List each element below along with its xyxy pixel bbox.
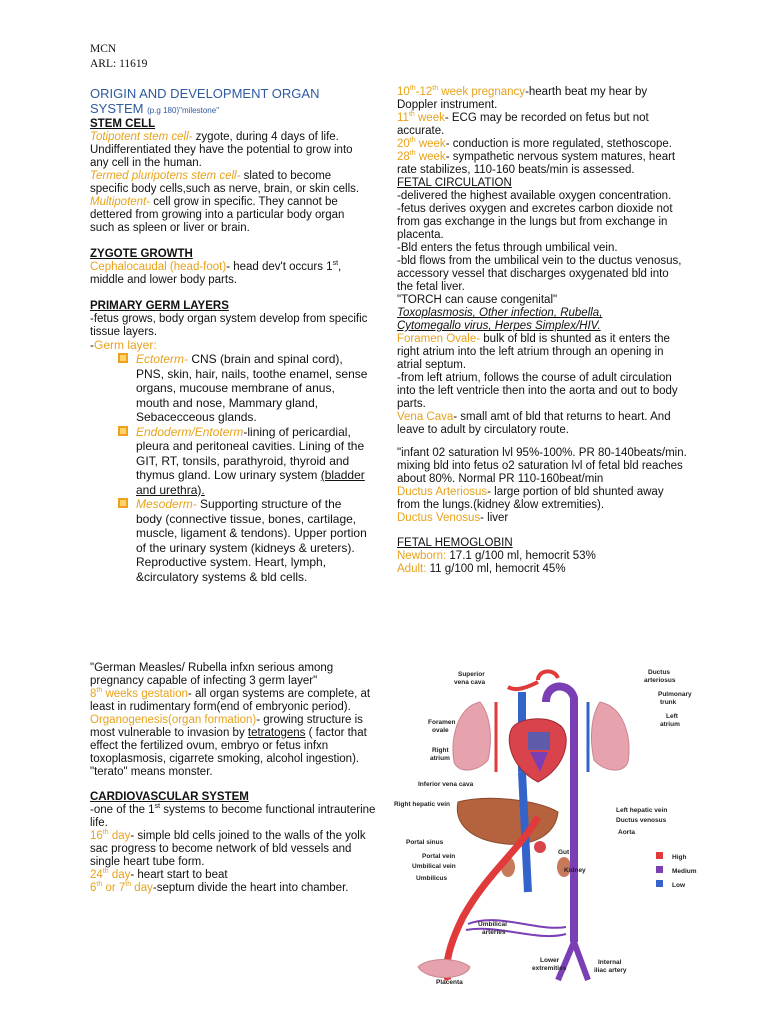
zygote-heading: ZYGOTE GROWTH bbox=[90, 248, 193, 260]
diagram-label: trunk bbox=[660, 699, 677, 706]
diagram-label: Lower bbox=[540, 957, 560, 964]
course-code: MCN bbox=[90, 43, 117, 55]
diagram-label: Right hepatic vein bbox=[394, 801, 450, 808]
fetal-circulation-diagram bbox=[388, 662, 708, 987]
right-leg-artery bbox=[558, 942, 574, 980]
foramen-ovale: Foramen Ovale- bulk of bld is shunted as it enters the right atrium into the left atrium through an opening in atrial septum. bbox=[397, 333, 670, 371]
diagram-label: Umbilicus bbox=[416, 875, 448, 882]
torch-list-1: Toxoplasmosis, Other infection, Rubella, bbox=[397, 307, 603, 319]
left-column-lower bbox=[90, 662, 376, 895]
rubella-quote: "German Measles/ Rubella infxn serious among pregnancy capable of infecting 3 germ layer" bbox=[90, 662, 334, 687]
zygote-text: Cephalocaudal (head-foot)- head dev't occurs 1st, middle and lower body parts. bbox=[90, 260, 342, 286]
week-11: 11th week- ECG may be recorded on fetus but not accurate. bbox=[397, 111, 649, 137]
diagram-label: ovale bbox=[432, 727, 449, 734]
title-note: (p.g 180)"milestone" bbox=[147, 106, 220, 115]
adult-hemoglobin: Adult: 11 g/100 ml, hemocrit 45% bbox=[397, 563, 566, 575]
aortic-arch bbox=[538, 671, 558, 680]
diagram-label: extremities bbox=[532, 965, 567, 972]
germ-intro: -fetus grows, body organ system develop from specific tissue layers. bbox=[90, 313, 368, 338]
diagram-label: arteriosus bbox=[644, 677, 676, 684]
diagram-label: atrium bbox=[430, 755, 450, 762]
list-item: Mesoderm- Supporting structure of the body (connective tissue, bones, cartilage, muscle, ligament & tendons). Upper portion of the urinary system (kidneys & ureters). Reproductive system. Heart, lymph, &circulatory systems & bld cells. bbox=[136, 497, 368, 584]
diagram-label: Portal vein bbox=[422, 853, 456, 860]
diagram-label: arteries bbox=[482, 929, 506, 936]
stem-cell-heading: STEM CELL bbox=[90, 118, 156, 130]
diagram-label: Foramen bbox=[428, 719, 456, 726]
left-lung bbox=[592, 702, 629, 770]
list-item: Endoderm/Entoterm-lining of pericardial, pleura and peritoneal cavities. Lining of the GIT, RT, tonsils, parathyroid, thyroid and thymus gland. Low urinary system (bladder and urethra). bbox=[136, 425, 368, 498]
fetal-circ-2: -fetus derives oxygen and excretes carbon dioxide not from gas exchange in the lungs but from exchange in placenta. bbox=[397, 203, 673, 241]
page-title: ORIGIN AND DEVELOPMENT ORGAN bbox=[90, 86, 320, 101]
fetal-circ-3: -Bld enters the fetus through umbilical vein. bbox=[397, 242, 618, 254]
diagram-label: Aorta bbox=[618, 829, 635, 836]
vena-cava: Vena Cava- small amt of bld that returns to heart. And leave to adult by circulatory route. bbox=[397, 411, 671, 436]
arl-number: ARL: 11619 bbox=[90, 58, 148, 70]
left-column bbox=[90, 86, 368, 584]
diagram-label: High bbox=[672, 854, 687, 861]
diagram-label: Right bbox=[432, 747, 449, 754]
ductus-arteriosus: Ductus Arteriosus- large portion of bld shunted away from the lungs.(kidney &low extremities). bbox=[397, 486, 664, 511]
right-column bbox=[397, 86, 687, 576]
stem-pluripotent: Termed pluripotens stem cell- slated to become specific body cells,such as nerve, brain, or skin cells. bbox=[90, 170, 360, 195]
week-20: 20th week- conduction is more regulated, stethoscope. bbox=[397, 137, 672, 150]
diagram-label: Inferior vena cava bbox=[418, 781, 474, 788]
left-leg-artery bbox=[574, 942, 588, 980]
gestation-8-weeks: 8th weeks gestation- all organ systems are complete, at least in rudimentary form(end of embryonic period). bbox=[90, 687, 371, 713]
diagram-label: Pulmonary bbox=[658, 691, 692, 698]
head-artery bbox=[508, 682, 538, 689]
fetal-circ-4: -bld flows from the umbilical vein to the ductus venosus, accessory vessel that discharges oxygenated bld into the fetal liver. bbox=[397, 255, 682, 293]
diagram-label: iliac artery bbox=[594, 967, 627, 974]
bullet-icon bbox=[118, 498, 128, 508]
diagram-label: Kidney bbox=[564, 867, 586, 874]
week-28: 28th week- sympathetic nervous system matures, heart rate stabilizes, 110-160 beats/min is assessed. bbox=[397, 150, 676, 176]
diagram-label: Ductus venosus bbox=[616, 817, 667, 824]
organogenesis: Organogenesis(organ formation)- growing structure is most vulnerable to invasion by tetratogens ( factor that effect the fertilized ovum, embryo or fetus infxn toxoplasmosis, cigarrete smoking, alcohol ingestion). bbox=[90, 714, 367, 765]
bullet-icon bbox=[118, 426, 128, 436]
germ-layer-label: -Germ layer: bbox=[90, 338, 157, 352]
fetal-circ-1: -delivered the highest available oxygen concentration. bbox=[397, 190, 672, 202]
day-6-7: 6th or 7th day-septum divide the heart into chamber. bbox=[90, 881, 349, 894]
diagram-label: Umbilical bbox=[478, 921, 507, 928]
heart bbox=[509, 719, 566, 782]
fetal-circ-5: -from left atrium, follows the course of adult circulation into the left ventricle then into the aorta and out to body parts. bbox=[397, 372, 678, 410]
diagram-label: Ductus bbox=[648, 669, 671, 676]
newborn-hemoglobin: Newborn: 17.1 g/100 ml, hemocrit 53% bbox=[397, 550, 596, 562]
diagram-label: Medium bbox=[672, 868, 697, 875]
germ-layer-list bbox=[90, 352, 368, 584]
diagram-label: vena cava bbox=[454, 679, 486, 686]
day-16: 16th day- simple bld cells joined to the walls of the yolk sac progress to become network of bld vessels and single heart tube form. bbox=[90, 829, 366, 868]
diagram-label: Portal sinus bbox=[406, 839, 444, 846]
diagram-label: Low bbox=[672, 882, 685, 889]
ductus-venosus: Ductus Venosus- liver bbox=[397, 512, 509, 524]
liver bbox=[457, 798, 558, 844]
day-24: 24th day- heart start to beat bbox=[90, 868, 228, 881]
diagram-legend bbox=[656, 852, 697, 889]
bullet-icon bbox=[118, 353, 128, 363]
right-lung bbox=[453, 702, 490, 770]
placenta bbox=[418, 960, 470, 978]
diagram-label: Gut bbox=[558, 849, 570, 856]
germ-heading: PRIMARY GERM LAYERS bbox=[90, 300, 229, 312]
torch-list-2: Cytomegallo virus, Herpes Simplex/HIV. bbox=[397, 320, 601, 332]
week-10-12: 10th-12th week pregnancy-hearth beat my hear by Doppler instrument. bbox=[397, 85, 648, 111]
diagram-label: Left hepatic vein bbox=[616, 807, 668, 814]
fetal-circulation-heading: FETAL CIRCULATION bbox=[397, 177, 512, 189]
diagram-label: Superior bbox=[458, 671, 485, 678]
diagram-label: Internal bbox=[598, 959, 622, 966]
diagram-label: Left bbox=[666, 713, 678, 720]
terato-note: "terato" means monster. bbox=[90, 766, 213, 778]
diagram-label: atrium bbox=[660, 721, 680, 728]
cardio-heading: CARDIOVASCULAR SYSTEM bbox=[90, 791, 249, 803]
diagram-label: Umbilical vein bbox=[412, 863, 456, 870]
stem-multipotent: Multipotent- cell grow in specific. They cannot be dettered from growing into a particular body organ such as spleen or liver or brain. bbox=[90, 196, 345, 234]
infant-saturation-quote: "infant 02 saturation lvl 95%-100%. PR 80-140beats/min. mixing bld into fetus o2 saturation lvl of fetal bld reaches about 80%. Normal PR 110-160beat/min bbox=[397, 447, 687, 485]
cardio-intro: -one of the 1st systems to become functional intrauterine life. bbox=[90, 803, 376, 829]
stem-totipotent: Totipotent stem cell- zygote, during 4 days of life. Undifferentiated they have the potential to grow into any cell in the human. bbox=[90, 131, 353, 169]
document-header bbox=[90, 42, 290, 72]
list-item: Ectoterm- CNS (brain and spinal cord), PNS, skin, hair, nails, toothe enamel, sense organs, mucouse membrane of anus, mouth and nose, Mammary gland, Sebacecceous glands. bbox=[136, 352, 368, 425]
page-title-line2: SYSTEM (p.g 180)"milestone" bbox=[90, 101, 220, 116]
fetal-hemoglobin-heading: FETAL HEMOGLOBIN bbox=[397, 537, 513, 549]
diagram-label: Placenta bbox=[436, 979, 463, 986]
torch-quote: "TORCH can cause congenital" bbox=[397, 294, 558, 306]
